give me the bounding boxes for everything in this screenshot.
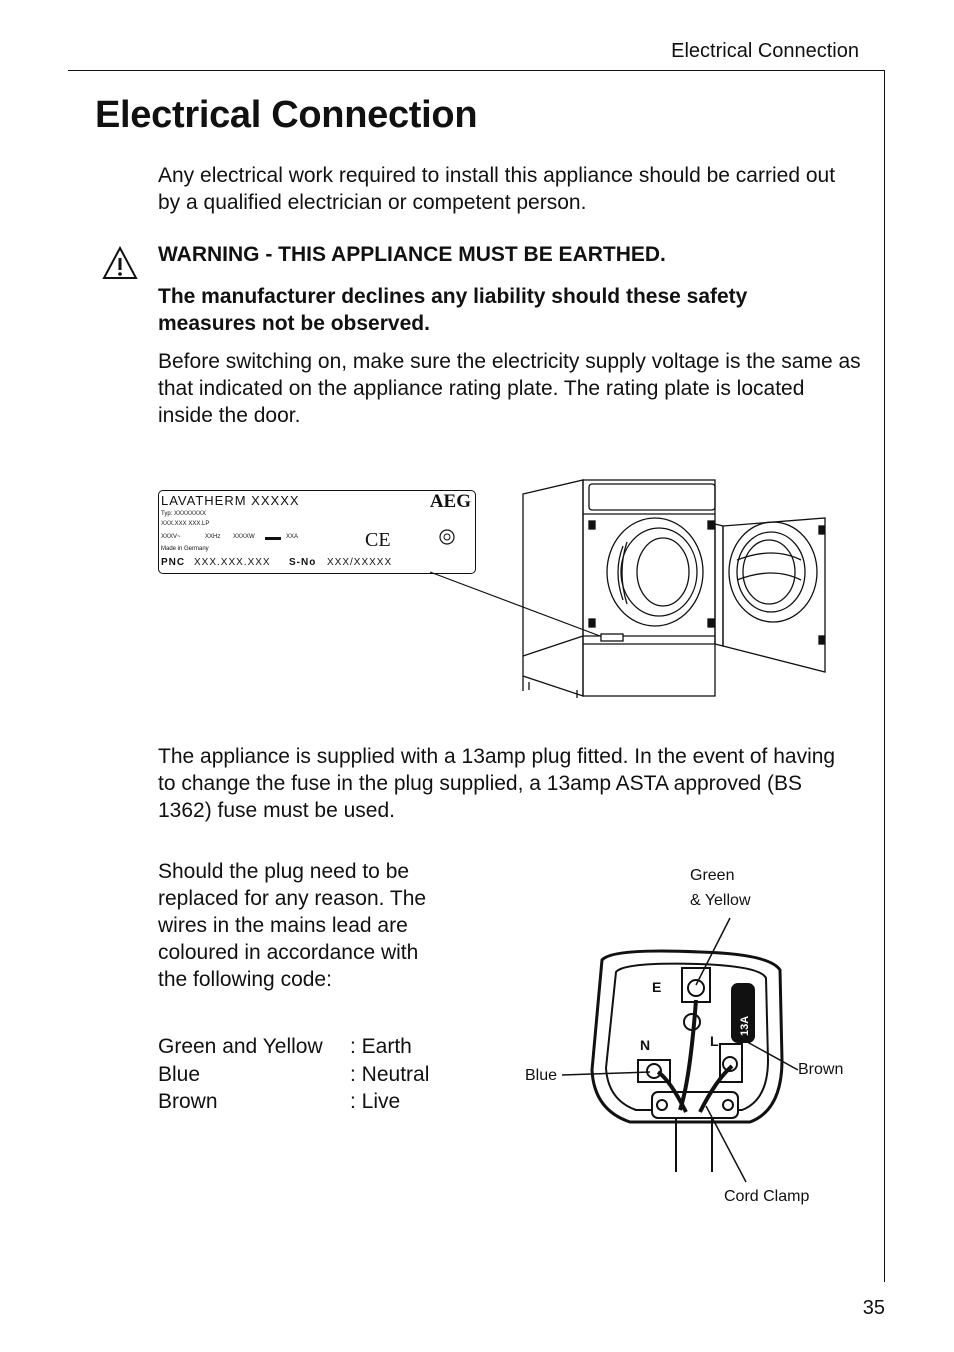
- wire-code-row-live: [158, 1088, 458, 1115]
- liability-note: The manufacturer declines any liability should these safety measures not be observed.: [158, 285, 748, 335]
- plug-paragraph: Should the plug need to be replaced for any reason. The wires in the mains lead are coloured in accordance with the following code:: [158, 860, 427, 991]
- fuse-paragraph: The appliance is supplied with a 13amp plug fitted. In the event of having to change the fuse in the plug supplied, a 13amp ASTA approved (BS 1362) fuse must be used.: [158, 745, 836, 822]
- right-margin-rule: [884, 70, 885, 1282]
- cord-clamp-label: Cord Clamp: [724, 1188, 810, 1205]
- voltage-paragraph: Before switching on, make sure the electricity supply voltage is the same as that indicated on the appliance rating plate. The rating plate is located inside the door.: [158, 350, 861, 427]
- dryer-illustration: [515, 476, 835, 698]
- intro-paragraph: Any electrical work required to install this appliance should be carried out by a qualified electrician or competent person.: [158, 164, 836, 214]
- terminal-n-label: N: [640, 1037, 651, 1053]
- rating-plate-sno-value: XXX/XXXXX: [327, 557, 393, 568]
- rating-plate-bar: [265, 537, 281, 540]
- wire-code-table: [158, 1033, 458, 1115]
- page-number: 35: [862, 1297, 885, 1319]
- green-yellow-label-line2: & Yellow: [690, 892, 751, 909]
- rating-plate-hz: XXHz: [205, 534, 221, 540]
- approval-seal-icon: [439, 529, 455, 545]
- wire-colour: Brown: [158, 1090, 218, 1113]
- rating-plate-brand: AEG: [429, 491, 471, 512]
- page-title: Electrical Connection: [95, 94, 478, 136]
- blue-wire-label: Blue: [525, 1067, 558, 1084]
- rating-plate-sno-label: S-No: [289, 557, 317, 568]
- rating-plate-made: Made in Germany: [161, 546, 209, 552]
- running-header: Electrical Connection: [671, 40, 859, 62]
- fuse-label: 13A: [739, 1015, 751, 1036]
- wire-function: : Earth: [350, 1035, 412, 1058]
- wire-code-row-earth: [158, 1033, 458, 1061]
- header-rule: [68, 70, 884, 71]
- wire-code-row-neutral: [158, 1061, 458, 1088]
- rating-plate-amp: XXA: [286, 534, 299, 540]
- rating-plate-model: LAVATHERM XXXXX: [161, 493, 300, 508]
- rating-plate-typ: Typ: XXXXXXXX: [161, 511, 207, 517]
- warning-triangle-icon: [102, 246, 138, 280]
- brown-wire-label: Brown: [798, 1061, 844, 1078]
- rating-plate: [158, 490, 476, 574]
- warning-line: WARNING - THIS APPLIANCE MUST BE EARTHED.: [158, 243, 666, 266]
- rating-plate-pnc-label: PNC: [161, 557, 186, 568]
- rating-plate-code: XXX.XXX XXX.LP: [161, 521, 210, 527]
- wire-colour: Green and Yellow: [158, 1035, 323, 1058]
- wire-colour: Blue: [158, 1063, 201, 1086]
- wire-function: : Neutral: [350, 1063, 430, 1086]
- green-yellow-label-line1: Green: [690, 867, 735, 884]
- rating-plate-watt: XXXXW: [233, 534, 255, 540]
- rating-plate-volt: XXXV~: [161, 534, 181, 540]
- ce-mark: CE: [365, 529, 391, 551]
- wire-function: : Live: [350, 1090, 401, 1113]
- terminal-l-label: L: [710, 1033, 719, 1049]
- terminal-e-label: E: [652, 979, 662, 995]
- rating-plate-pnc-value: XXX.XXX.XXX: [194, 557, 271, 568]
